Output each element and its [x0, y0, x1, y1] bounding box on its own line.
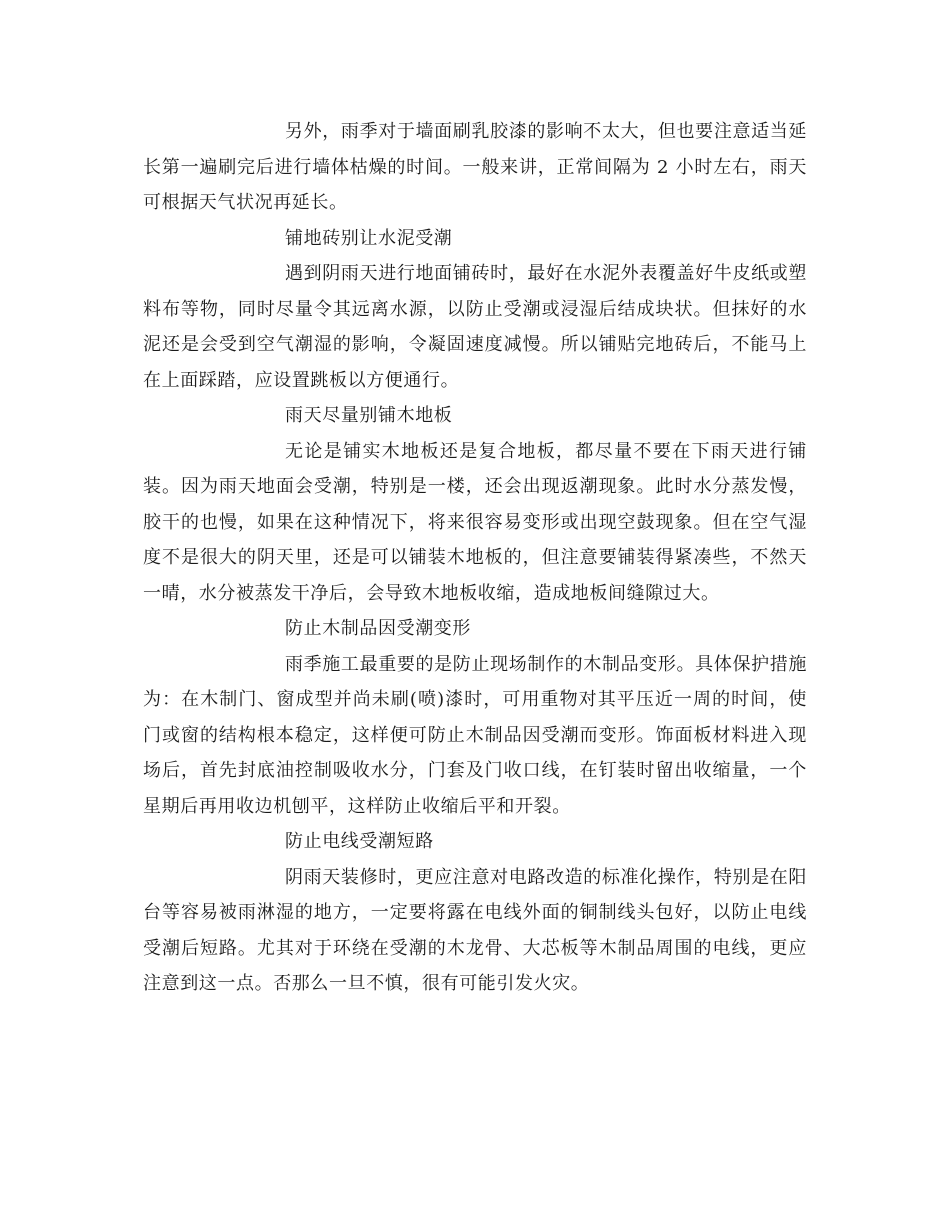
paragraph-electrical-wires: 阴雨天装修时，更应注意对电路改造的标准化操作，特别是在阳台等容易被雨淋湿的地方，一定要将露在电线外面的铜制线头包好，以防止电线受潮后短路。尤其对于环绕在受潮的木龙骨、大芯板等木制品周围的电线，更应注意到这一点。否那么一旦不慎，很有可能引发火灾。	[143, 866, 807, 994]
heading-wood-floor: 雨天尽量别铺木地板	[285, 405, 453, 426]
heading-wood-products: 防止木制品因受潮变形	[285, 618, 471, 639]
paragraph-paint-drying: 另外，雨季对于墙面刷乳胶漆的影响不太大，但也要注意适当延长第一遍刷完后进行墙体枯燥的时间。一般来讲，正常间隔为 2 小时左右，雨天可根据天气状况再延长。	[143, 121, 807, 213]
document-body	[143, 114, 807, 1002]
heading-floor-tiles: 铺地砖别让水泥受潮	[285, 227, 453, 249]
paragraph-wood-floor: 无论是铺实木地板还是复合地板，都尽量不要在下雨天进行铺装。因为雨天地面会受潮，特别是一楼，还会出现返潮现象。此时水分蒸发慢，胶干的也慢，如果在这种情况下，将来很容易变形或出现空鼓现象。但在空气湿度不是很大的阴天里，还是可以铺装木地板的，但注意要铺装得紧凑些，不然天一晴，水分被蒸发干净后，会导致木地板收缩，造成地板间缝隙过大。	[143, 440, 807, 604]
paragraph-floor-tiles: 遇到阴雨天进行地面铺砖时，最好在水泥外表覆盖好牛皮纸或塑料布等物，同时尽量令其远离水源，以防止受潮或浸湿后结成块状。但抹好的水泥还是会受到空气潮湿的影响，令凝固速度减慢。所以铺贴完地砖后，不能马上在上面踩踏，应设置跳板以方便通行。	[143, 263, 807, 391]
heading-electrical-wires: 防止电线受潮短路	[285, 831, 434, 852]
paragraph-wood-products: 雨季施工最重要的是防止现场制作的木制品变形。具体保护措施为：在木制门、窗成型并尚未刷(喷)漆时，可用重物对其平压近一周的时间，使门或窗的结构根本稳定，这样便可防止木制品因受潮而变形。饰面板材料进入现场后，首先封底油控制吸收水分，门套及门收口线，在钉装时留出收缩量，一个星期后再用收边机刨平，这样防止收缩后平和开裂。	[143, 653, 807, 817]
